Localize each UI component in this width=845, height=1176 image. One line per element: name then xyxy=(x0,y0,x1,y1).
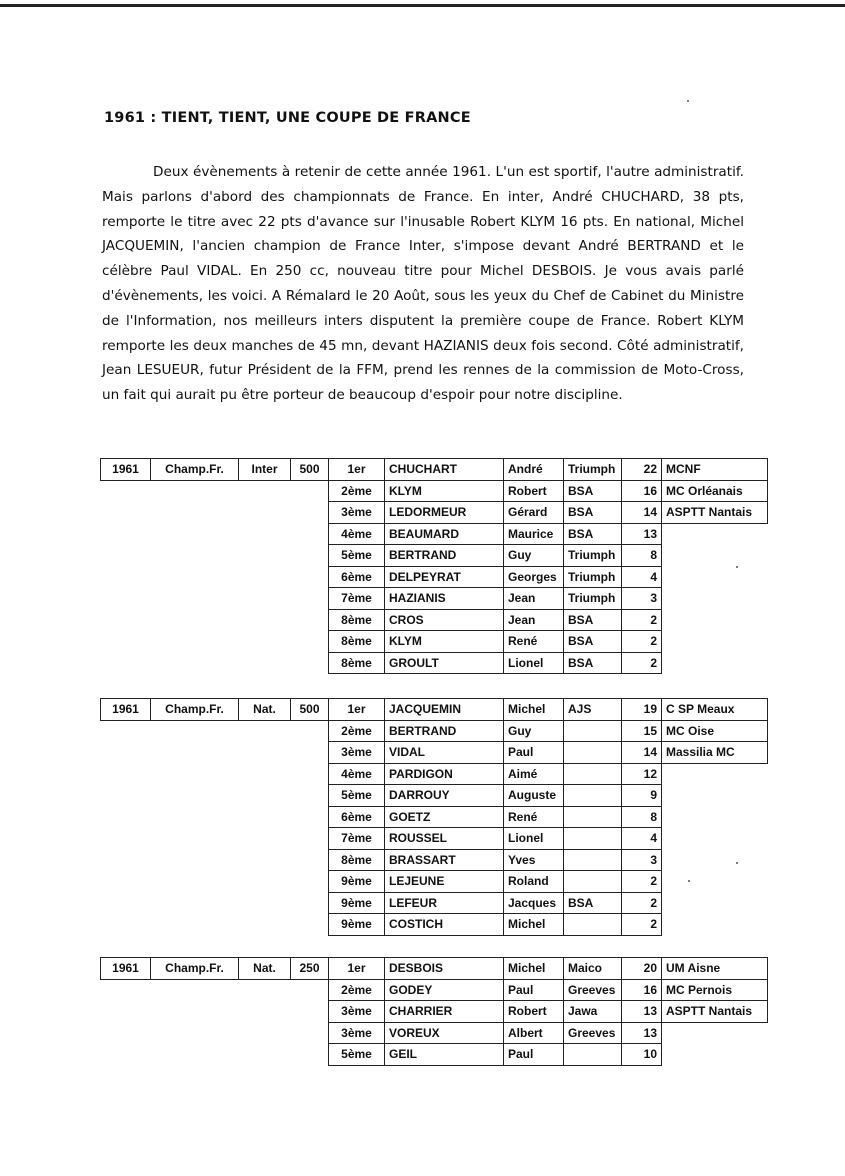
cell-club xyxy=(662,1022,768,1044)
cell-club: Massilia MC xyxy=(662,742,768,764)
empty-cell xyxy=(291,979,329,1001)
empty-cell xyxy=(151,1001,239,1023)
cell-make xyxy=(564,871,622,893)
cell-points: 20 xyxy=(622,958,662,980)
empty-cell xyxy=(239,480,291,502)
cell-make: AJS xyxy=(564,699,622,721)
table-row xyxy=(101,806,768,828)
cell-surname: COSTICH xyxy=(385,914,504,936)
empty-cell xyxy=(151,609,239,631)
cell-club xyxy=(662,849,768,871)
cell-points: 19 xyxy=(622,699,662,721)
cell-make: BSA xyxy=(564,652,622,674)
cell-make: Triumph xyxy=(564,545,622,567)
cell-points: 15 xyxy=(622,720,662,742)
cell-make xyxy=(564,742,622,764)
cell-make xyxy=(564,828,622,850)
cell-surname: BERTRAND xyxy=(385,720,504,742)
empty-cell xyxy=(239,631,291,653)
cell-firstname: Michel xyxy=(504,699,564,721)
cell-firstname: Guy xyxy=(504,720,564,742)
cell-rank: 9ème xyxy=(329,892,385,914)
table-row xyxy=(101,1022,768,1044)
empty-cell xyxy=(239,609,291,631)
table-row xyxy=(101,566,768,588)
empty-cell xyxy=(151,979,239,1001)
empty-cell xyxy=(239,871,291,893)
scan-speck xyxy=(736,862,738,864)
empty-cell xyxy=(101,566,151,588)
cell-rank: 6ème xyxy=(329,806,385,828)
empty-cell xyxy=(291,892,329,914)
cell-points: 3 xyxy=(622,849,662,871)
empty-cell xyxy=(239,763,291,785)
empty-cell xyxy=(151,1044,239,1066)
cell-firstname: Guy xyxy=(504,545,564,567)
cell-points: 14 xyxy=(622,502,662,524)
empty-cell xyxy=(151,806,239,828)
cell-points: 2 xyxy=(622,652,662,674)
table-row xyxy=(101,609,768,631)
cell-rank: 5ème xyxy=(329,785,385,807)
empty-cell xyxy=(239,914,291,936)
cell-surname: GODEY xyxy=(385,979,504,1001)
empty-cell xyxy=(151,523,239,545)
cell-points: 4 xyxy=(622,828,662,850)
cell-surname: GEIL xyxy=(385,1044,504,1066)
results-table-inter-500 xyxy=(100,458,768,674)
cell-make xyxy=(564,914,622,936)
empty-cell xyxy=(101,1001,151,1023)
cell-make: BSA xyxy=(564,609,622,631)
cell-club xyxy=(662,631,768,653)
empty-cell xyxy=(101,806,151,828)
header-cell-cc: 500 xyxy=(291,459,329,481)
cell-firstname: Robert xyxy=(504,480,564,502)
cell-points: 2 xyxy=(622,892,662,914)
cell-club: ASPTT Nantais xyxy=(662,1001,768,1023)
cell-surname: HAZIANIS xyxy=(385,588,504,610)
empty-cell xyxy=(151,914,239,936)
table-row xyxy=(101,459,768,481)
cell-firstname: André xyxy=(504,459,564,481)
cell-rank: 3ème xyxy=(329,1001,385,1023)
cell-make: BSA xyxy=(564,523,622,545)
cell-club xyxy=(662,914,768,936)
empty-cell xyxy=(101,652,151,674)
cell-club xyxy=(662,871,768,893)
cell-surname: LEJEUNE xyxy=(385,871,504,893)
cell-club: MC Orléanais xyxy=(662,480,768,502)
cell-club xyxy=(662,828,768,850)
table-row xyxy=(101,523,768,545)
cell-club xyxy=(662,609,768,631)
cell-firstname: Lionel xyxy=(504,828,564,850)
empty-cell xyxy=(239,828,291,850)
empty-cell xyxy=(101,1044,151,1066)
empty-cell xyxy=(151,763,239,785)
empty-cell xyxy=(101,763,151,785)
cell-points: 12 xyxy=(622,763,662,785)
cell-rank: 7ème xyxy=(329,828,385,850)
empty-cell xyxy=(101,742,151,764)
cell-club xyxy=(662,806,768,828)
empty-cell xyxy=(101,631,151,653)
empty-cell xyxy=(239,588,291,610)
empty-cell xyxy=(151,720,239,742)
empty-cell xyxy=(151,631,239,653)
cell-points: 8 xyxy=(622,545,662,567)
empty-cell xyxy=(151,742,239,764)
table-row xyxy=(101,849,768,871)
empty-cell xyxy=(291,588,329,610)
results-table-nat-500 xyxy=(100,698,768,936)
empty-cell xyxy=(151,545,239,567)
cell-rank: 8ème xyxy=(329,849,385,871)
header-cell-event: Champ.Fr. xyxy=(151,459,239,481)
cell-club: MC Oise xyxy=(662,720,768,742)
cell-points: 10 xyxy=(622,1044,662,1066)
intro-paragraph: Deux évènements à retenir de cette année 1961. L'un est sportif, l'autre administratif. Mais parlons d'abord des championnats de France. En inter, André CHUCHARD, 38 pts, remporte le titre avec 22 pts d'avance sur l'inusable Robert KLYM 16 pts. En national, Michel JACQUEMIN, l'ancien champion de France Inter, s'impose devant André BERTRAND et le célèbre Paul VIDAL. En 250 cc, nouveau titre pour Michel DESBOIS. Je vous avais parlé d'évènements, les voici. A Rémalard le 20 Août, sous les yeux du Chef de Cabinet du Ministre de l'Information, nos meilleurs inters disputent la première coupe de France. Robert KLYM remporte les deux manches de 45 mn, devant HAZIANIS deux fois second. Côté administratif, Jean LESUEUR, futur Président de la FFM, prend les rennes de la commission de Moto-Cross, un fait qui aurait pu être porteur de beaucoup d'espoir pour notre discipline. xyxy=(102,164,744,404)
empty-cell xyxy=(151,1022,239,1044)
cell-club xyxy=(662,892,768,914)
cell-rank: 4ème xyxy=(329,763,385,785)
cell-make xyxy=(564,720,622,742)
table-row xyxy=(101,480,768,502)
table-row xyxy=(101,958,768,980)
scan-speck xyxy=(736,566,738,568)
empty-cell xyxy=(101,720,151,742)
scan-speck xyxy=(687,100,689,102)
table-row xyxy=(101,871,768,893)
empty-cell xyxy=(239,979,291,1001)
cell-surname: CHUCHART xyxy=(385,459,504,481)
cell-surname: VIDAL xyxy=(385,742,504,764)
cell-points: 16 xyxy=(622,480,662,502)
cell-club: UM Aisne xyxy=(662,958,768,980)
empty-cell xyxy=(291,652,329,674)
cell-firstname: Jacques xyxy=(504,892,564,914)
cell-points: 9 xyxy=(622,785,662,807)
empty-cell xyxy=(101,979,151,1001)
cell-make xyxy=(564,806,622,828)
cell-make: Jawa xyxy=(564,1001,622,1023)
cell-make: BSA xyxy=(564,892,622,914)
cell-surname: BRASSART xyxy=(385,849,504,871)
empty-cell xyxy=(239,806,291,828)
results-table-nat-250 xyxy=(100,957,768,1066)
empty-cell xyxy=(101,914,151,936)
empty-cell xyxy=(239,652,291,674)
header-cell-category: Nat. xyxy=(239,958,291,980)
empty-cell xyxy=(291,785,329,807)
empty-cell xyxy=(291,1044,329,1066)
top-border-line xyxy=(0,4,845,7)
cell-rank: 5ème xyxy=(329,545,385,567)
empty-cell xyxy=(101,523,151,545)
cell-surname: BEAUMARD xyxy=(385,523,504,545)
cell-club xyxy=(662,566,768,588)
cell-surname: VOREUX xyxy=(385,1022,504,1044)
empty-cell xyxy=(291,523,329,545)
cell-make: BSA xyxy=(564,631,622,653)
cell-firstname: Aimé xyxy=(504,763,564,785)
empty-cell xyxy=(151,828,239,850)
cell-firstname: Yves xyxy=(504,849,564,871)
cell-surname: KLYM xyxy=(385,631,504,653)
cell-rank: 3ème xyxy=(329,1022,385,1044)
cell-points: 13 xyxy=(622,1001,662,1023)
cell-rank: 8ème xyxy=(329,652,385,674)
cell-rank: 2ème xyxy=(329,720,385,742)
cell-surname: LEDORMEUR xyxy=(385,502,504,524)
empty-cell xyxy=(291,480,329,502)
table-row xyxy=(101,1001,768,1023)
cell-firstname: Roland xyxy=(504,871,564,893)
empty-cell xyxy=(291,828,329,850)
table-row xyxy=(101,545,768,567)
cell-club: MCNF xyxy=(662,459,768,481)
cell-rank: 1er xyxy=(329,699,385,721)
cell-rank: 7ème xyxy=(329,588,385,610)
table-row xyxy=(101,979,768,1001)
header-cell-category: Inter xyxy=(239,459,291,481)
empty-cell xyxy=(101,502,151,524)
cell-rank: 3ème xyxy=(329,502,385,524)
table-row xyxy=(101,742,768,764)
cell-firstname: Jean xyxy=(504,588,564,610)
cell-points: 22 xyxy=(622,459,662,481)
cell-points: 13 xyxy=(622,1022,662,1044)
empty-cell xyxy=(151,502,239,524)
cell-firstname: Auguste xyxy=(504,785,564,807)
cell-club xyxy=(662,1044,768,1066)
empty-cell xyxy=(101,545,151,567)
cell-club xyxy=(662,588,768,610)
cell-make: Triumph xyxy=(564,566,622,588)
cell-rank: 8ème xyxy=(329,609,385,631)
cell-make xyxy=(564,763,622,785)
cell-points: 8 xyxy=(622,806,662,828)
empty-cell xyxy=(239,849,291,871)
empty-cell xyxy=(291,1001,329,1023)
cell-firstname: René xyxy=(504,806,564,828)
cell-firstname: Georges xyxy=(504,566,564,588)
cell-rank: 2ème xyxy=(329,979,385,1001)
header-cell-cc: 250 xyxy=(291,958,329,980)
cell-rank: 6ème xyxy=(329,566,385,588)
cell-surname: KLYM xyxy=(385,480,504,502)
cell-surname: DESBOIS xyxy=(385,958,504,980)
empty-cell xyxy=(291,871,329,893)
empty-cell xyxy=(101,892,151,914)
cell-club xyxy=(662,523,768,545)
cell-firstname: Paul xyxy=(504,1044,564,1066)
table-row xyxy=(101,828,768,850)
empty-cell xyxy=(239,566,291,588)
cell-rank: 5ème xyxy=(329,1044,385,1066)
cell-make xyxy=(564,1044,622,1066)
empty-cell xyxy=(151,566,239,588)
page-title: 1961 : TIENT, TIENT, UNE COUPE DE FRANCE xyxy=(104,110,471,126)
header-cell-year: 1961 xyxy=(101,699,151,721)
cell-make: Greeves xyxy=(564,1022,622,1044)
empty-cell xyxy=(291,566,329,588)
empty-cell xyxy=(291,914,329,936)
empty-cell xyxy=(239,785,291,807)
header-cell-category: Nat. xyxy=(239,699,291,721)
cell-club: MC Pernois xyxy=(662,979,768,1001)
cell-firstname: Albert xyxy=(504,1022,564,1044)
cell-surname: PARDIGON xyxy=(385,763,504,785)
cell-rank: 2ème xyxy=(329,480,385,502)
cell-surname: GOETZ xyxy=(385,806,504,828)
cell-firstname: René xyxy=(504,631,564,653)
empty-cell xyxy=(151,892,239,914)
cell-points: 3 xyxy=(622,588,662,610)
table-row xyxy=(101,1044,768,1066)
cell-rank: 3ème xyxy=(329,742,385,764)
cell-points: 2 xyxy=(622,631,662,653)
empty-cell xyxy=(101,849,151,871)
cell-club xyxy=(662,652,768,674)
empty-cell xyxy=(101,588,151,610)
cell-rank: 8ème xyxy=(329,631,385,653)
cell-make xyxy=(564,849,622,871)
cell-surname: CROS xyxy=(385,609,504,631)
cell-club: C SP Meaux xyxy=(662,699,768,721)
table-row xyxy=(101,631,768,653)
cell-firstname: Paul xyxy=(504,979,564,1001)
empty-cell xyxy=(291,806,329,828)
header-cell-event: Champ.Fr. xyxy=(151,699,239,721)
empty-cell xyxy=(239,1044,291,1066)
cell-make: BSA xyxy=(564,502,622,524)
cell-firstname: Gérard xyxy=(504,502,564,524)
cell-firstname: Robert xyxy=(504,1001,564,1023)
cell-points: 13 xyxy=(622,523,662,545)
cell-rank: 4ème xyxy=(329,523,385,545)
empty-cell xyxy=(291,502,329,524)
cell-surname: JACQUEMIN xyxy=(385,699,504,721)
empty-cell xyxy=(291,609,329,631)
empty-cell xyxy=(291,545,329,567)
cell-rank: 1er xyxy=(329,459,385,481)
header-cell-year: 1961 xyxy=(101,958,151,980)
empty-cell xyxy=(239,1022,291,1044)
cell-make: Triumph xyxy=(564,459,622,481)
cell-firstname: Lionel xyxy=(504,652,564,674)
cell-rank: 9ème xyxy=(329,914,385,936)
cell-points: 4 xyxy=(622,566,662,588)
empty-cell xyxy=(239,1001,291,1023)
table-row xyxy=(101,892,768,914)
cell-surname: BERTRAND xyxy=(385,545,504,567)
cell-points: 2 xyxy=(622,914,662,936)
cell-club xyxy=(662,763,768,785)
cell-rank: 9ème xyxy=(329,871,385,893)
empty-cell xyxy=(101,480,151,502)
table-row xyxy=(101,720,768,742)
cell-club xyxy=(662,545,768,567)
empty-cell xyxy=(151,480,239,502)
empty-cell xyxy=(151,785,239,807)
empty-cell xyxy=(239,545,291,567)
empty-cell xyxy=(291,742,329,764)
header-cell-event: Champ.Fr. xyxy=(151,958,239,980)
cell-club: ASPTT Nantais xyxy=(662,502,768,524)
empty-cell xyxy=(291,763,329,785)
empty-cell xyxy=(101,1022,151,1044)
table-row xyxy=(101,763,768,785)
cell-firstname: Michel xyxy=(504,914,564,936)
table-row xyxy=(101,914,768,936)
table-row xyxy=(101,699,768,721)
cell-points: 16 xyxy=(622,979,662,1001)
empty-cell xyxy=(239,742,291,764)
cell-firstname: Paul xyxy=(504,742,564,764)
table-row xyxy=(101,588,768,610)
empty-cell xyxy=(239,892,291,914)
empty-cell xyxy=(291,631,329,653)
scan-speck xyxy=(688,880,690,882)
empty-cell xyxy=(151,849,239,871)
cell-make: Maico xyxy=(564,958,622,980)
empty-cell xyxy=(239,720,291,742)
cell-surname: ROUSSEL xyxy=(385,828,504,850)
table-row xyxy=(101,502,768,524)
empty-cell xyxy=(291,720,329,742)
cell-make: BSA xyxy=(564,480,622,502)
cell-surname: DARROUY xyxy=(385,785,504,807)
cell-surname: CHARRIER xyxy=(385,1001,504,1023)
cell-points: 14 xyxy=(622,742,662,764)
empty-cell xyxy=(239,502,291,524)
cell-make: Triumph xyxy=(564,588,622,610)
cell-make xyxy=(564,785,622,807)
header-cell-year: 1961 xyxy=(101,459,151,481)
empty-cell xyxy=(151,588,239,610)
header-cell-cc: 500 xyxy=(291,699,329,721)
cell-firstname: Jean xyxy=(504,609,564,631)
empty-cell xyxy=(101,785,151,807)
cell-points: 2 xyxy=(622,871,662,893)
cell-club xyxy=(662,785,768,807)
cell-surname: LEFEUR xyxy=(385,892,504,914)
cell-firstname: Michel xyxy=(504,958,564,980)
cell-make: Greeves xyxy=(564,979,622,1001)
table-row xyxy=(101,652,768,674)
empty-cell xyxy=(239,523,291,545)
cell-surname: GROULT xyxy=(385,652,504,674)
empty-cell xyxy=(151,652,239,674)
cell-rank: 1er xyxy=(329,958,385,980)
cell-firstname: Maurice xyxy=(504,523,564,545)
empty-cell xyxy=(291,1022,329,1044)
table-row xyxy=(101,785,768,807)
empty-cell xyxy=(151,871,239,893)
empty-cell xyxy=(101,871,151,893)
empty-cell xyxy=(291,849,329,871)
empty-cell xyxy=(101,828,151,850)
cell-points: 2 xyxy=(622,609,662,631)
cell-surname: DELPEYRAT xyxy=(385,566,504,588)
empty-cell xyxy=(101,609,151,631)
